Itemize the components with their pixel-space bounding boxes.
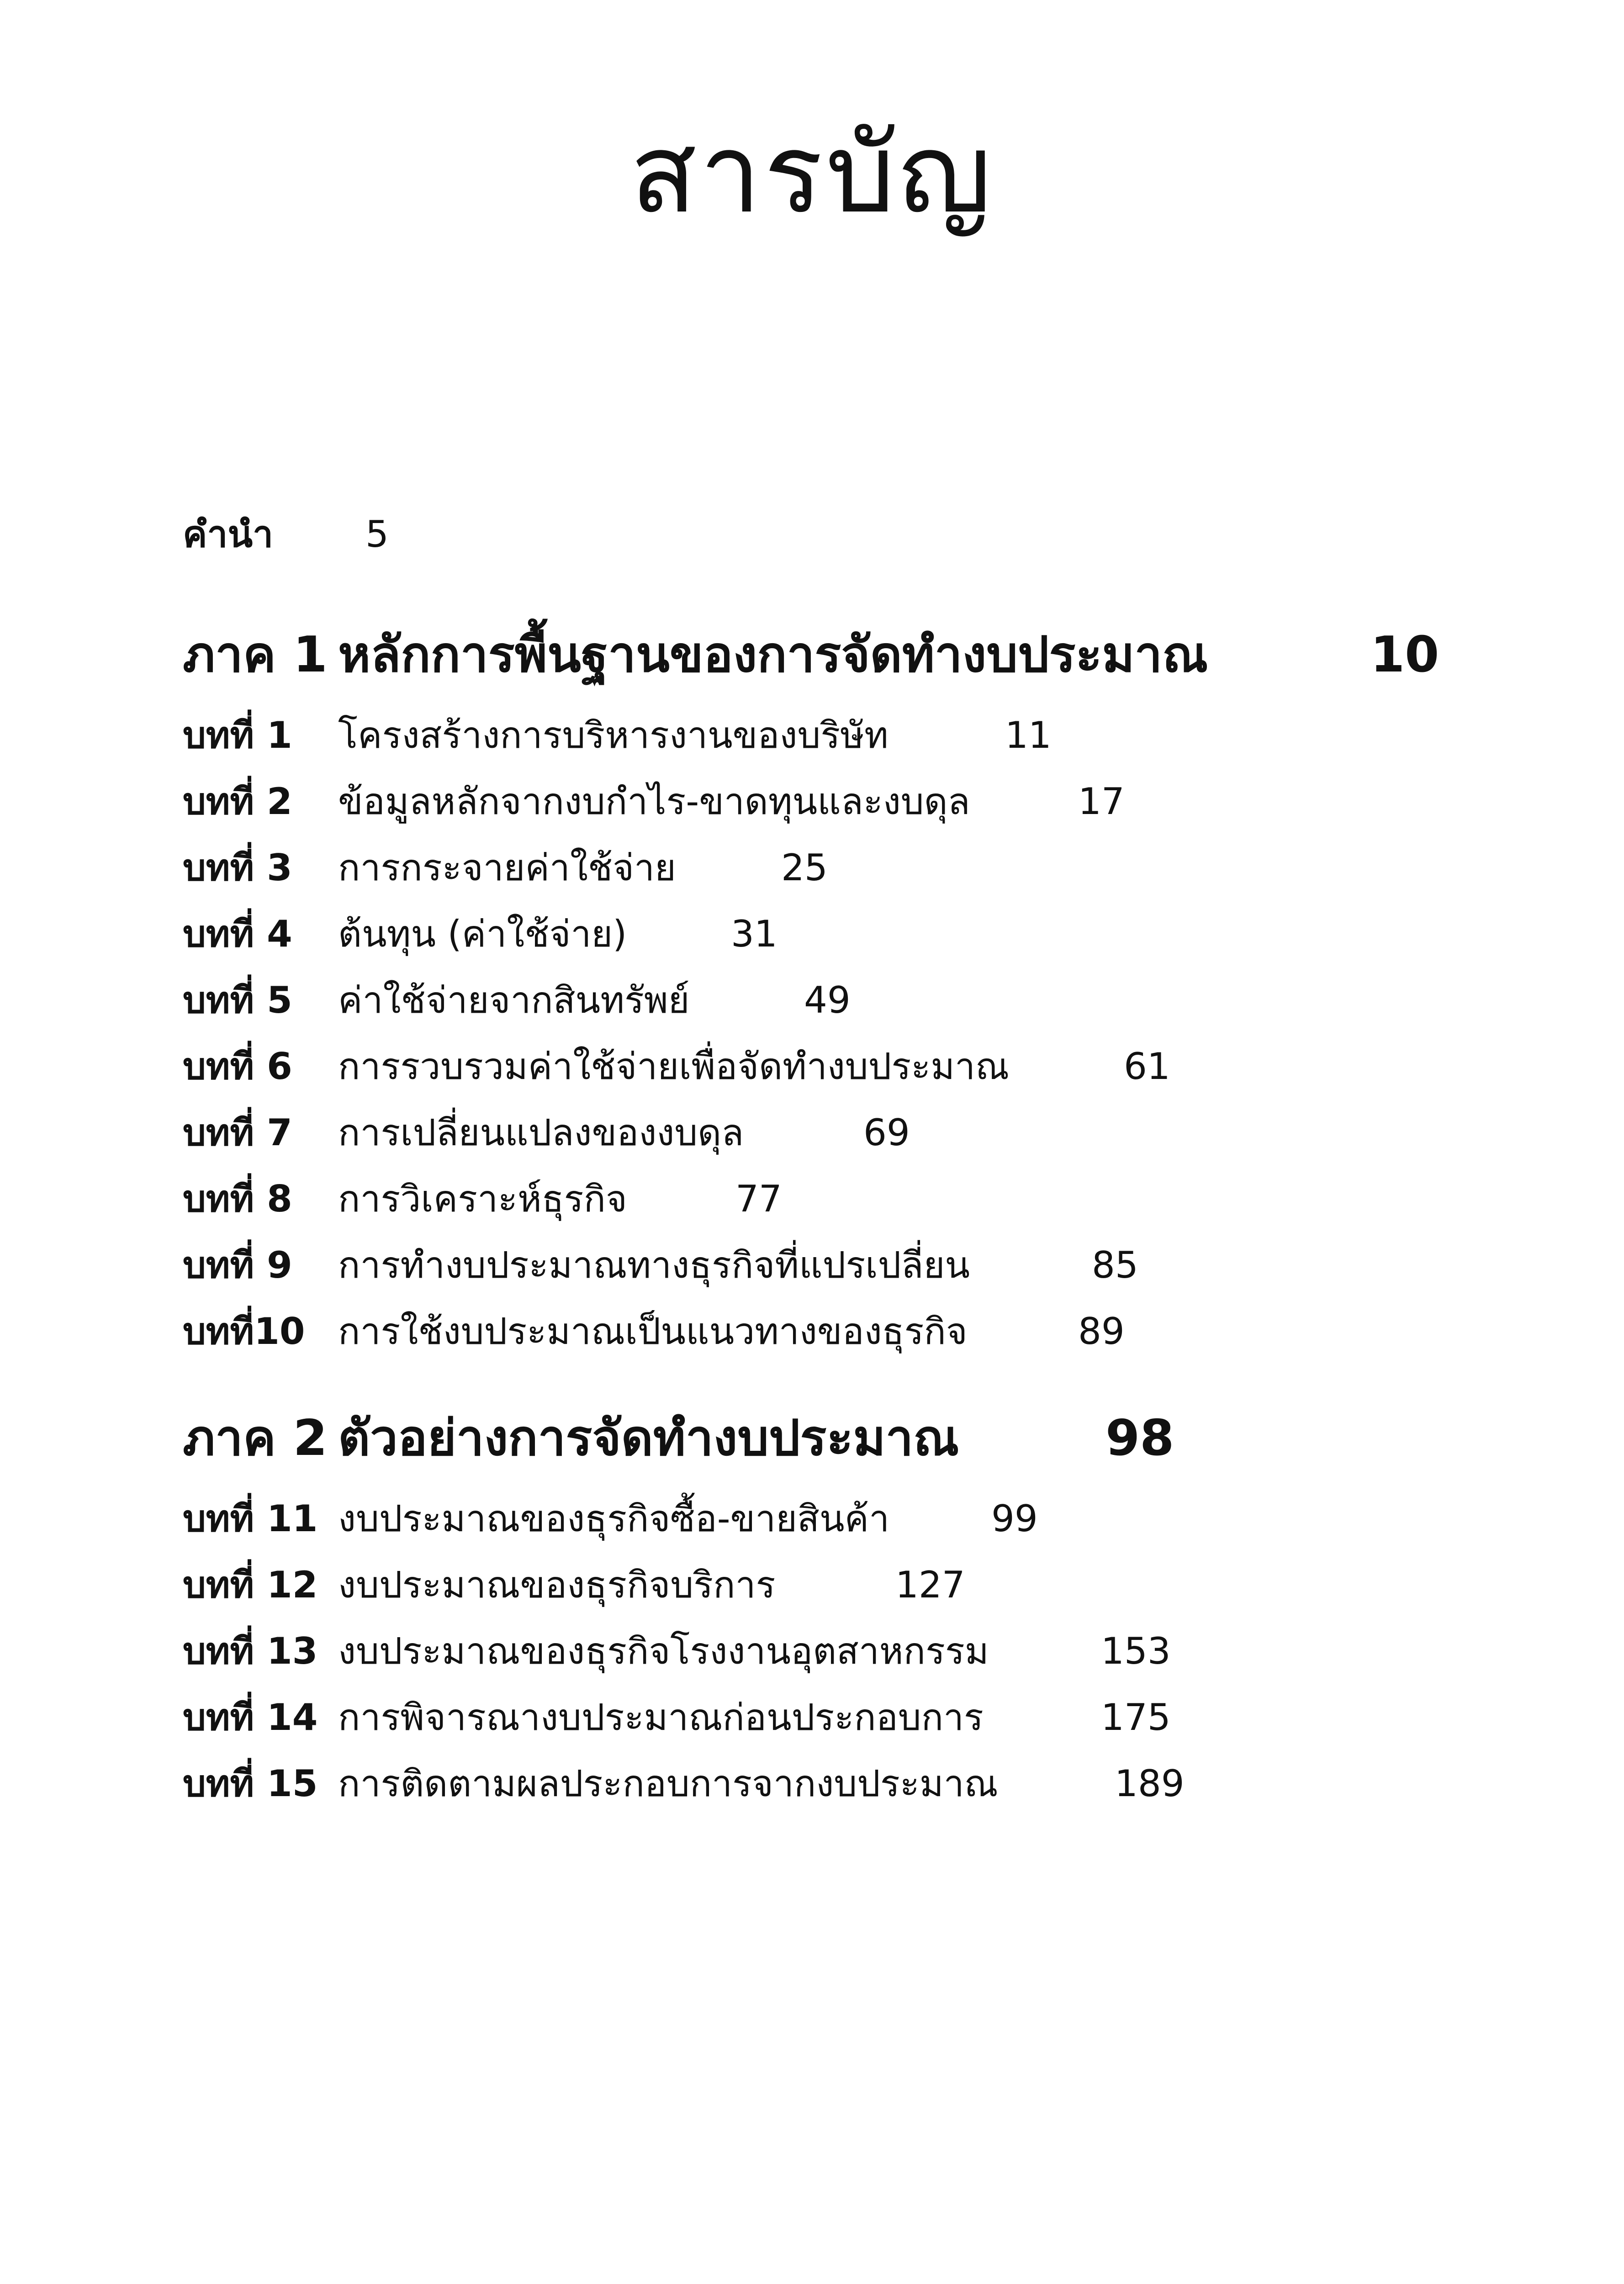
part-name: ตัวอย่างการจัดทำงบประมาณ [338, 1410, 959, 1467]
chapter-label: บทที่ 2 [183, 780, 292, 823]
chapter-page: 77 [735, 1178, 782, 1220]
part-page: 10 [1370, 626, 1439, 683]
chapter-name: การเปลี่ยนแปลงของงบดุล [338, 1111, 744, 1154]
chapter-page: 89 [1078, 1310, 1125, 1353]
toc-chapter-6[interactable] [183, 1045, 1170, 1088]
part-label: ภาค 1 [183, 626, 328, 683]
toc-chapter-11[interactable] [183, 1497, 1038, 1540]
part-label: ภาค 2 [183, 1410, 328, 1467]
chapter-name: งบประมาณของธุรกิจโรงงานอุตสาหกรรม [338, 1630, 989, 1672]
chapter-name: การติดตามผลประกอบการจากงบประมาณ [338, 1762, 998, 1805]
chapter-name: การใช้งบประมาณเป็นแนวทางของธุรกิจ [338, 1310, 968, 1353]
chapter-name: ค่าใช้จ่ายจากสินทรัพย์ [338, 979, 690, 1021]
chapter-name: งบประมาณของธุรกิจซื้อ-ขายสินค้า [338, 1497, 889, 1540]
toc-part-2[interactable] [183, 1410, 1174, 1467]
chapter-label: บทที่10 [183, 1310, 305, 1353]
toc-chapter-2[interactable] [183, 780, 1125, 823]
toc-chapter-15[interactable] [183, 1762, 1185, 1805]
toc-chapter-14[interactable] [183, 1696, 1171, 1739]
chapter-label: บทที่ 14 [183, 1696, 318, 1739]
chapter-label: บทที่ 6 [183, 1045, 292, 1088]
chapter-page: 49 [804, 979, 851, 1021]
toc-chapter-10[interactable] [183, 1310, 1125, 1353]
toc-part-1[interactable] [183, 626, 1439, 683]
chapter-label: บทที่ 9 [183, 1244, 292, 1286]
chapter-page: 99 [991, 1497, 1038, 1540]
chapter-label: บทที่ 4 [183, 913, 292, 955]
toc-chapter-13[interactable] [183, 1630, 1171, 1672]
chapter-page: 25 [781, 846, 828, 889]
chapter-label: บทที่ 5 [183, 979, 292, 1021]
chapter-label: บทที่ 3 [183, 846, 292, 889]
chapter-label: บทที่ 8 [183, 1178, 292, 1220]
chapter-page: 175 [1101, 1696, 1171, 1739]
toc-chapter-7[interactable] [183, 1111, 910, 1154]
chapter-label: บทที่ 11 [183, 1497, 318, 1540]
chapter-page: 85 [1092, 1244, 1138, 1286]
toc-chapter-1[interactable] [183, 714, 1052, 756]
chapter-name: การพิจารณางบประมาณก่อนประกอบการ [338, 1696, 984, 1739]
chapter-name: การกระจายค่าใช้จ่าย [338, 846, 676, 889]
foreword-label: คำนำ [183, 513, 274, 555]
chapter-name: ข้อมูลหลักจากงบกำไร-ขาดทุนและงบดุล [338, 780, 970, 823]
chapter-page: 11 [1005, 714, 1052, 756]
chapter-name: โครงสร้างการบริหารงานของบริษัท [338, 714, 889, 756]
part-page: 98 [1106, 1410, 1174, 1467]
chapter-name: ต้นทุน (ค่าใช้จ่าย) [338, 913, 627, 955]
part-name: หลักการพื้นฐานของการจัดทำงบประมาณ [338, 626, 1208, 683]
toc-chapter-3[interactable] [183, 846, 828, 889]
toc-chapter-9[interactable] [183, 1244, 1138, 1286]
chapter-name: งบประมาณของธุรกิจบริการ [338, 1564, 776, 1606]
toc-chapter-5[interactable] [183, 979, 851, 1021]
chapter-label: บทที่ 13 [183, 1630, 318, 1672]
chapter-label: บทที่ 12 [183, 1564, 318, 1606]
chapter-page: 69 [863, 1111, 910, 1154]
chapter-name: การวิเคราะห์ธุรกิจ [338, 1178, 627, 1220]
toc-foreword[interactable] [183, 513, 389, 555]
chapter-page: 61 [1124, 1045, 1170, 1088]
toc-chapter-12[interactable] [183, 1564, 965, 1606]
chapter-page: 153 [1101, 1630, 1171, 1672]
chapter-name: การทำงบประมาณทางธุรกิจที่แปรเปลี่ยน [338, 1244, 970, 1286]
toc-chapter-8[interactable] [183, 1178, 782, 1220]
chapter-label: บทที่ 7 [183, 1111, 292, 1154]
page-title: สารบัญ [630, 110, 994, 238]
chapter-label: บทที่ 15 [183, 1762, 318, 1805]
chapter-page: 127 [895, 1564, 965, 1606]
chapter-page: 17 [1078, 780, 1125, 823]
chapter-label: บทที่ 1 [183, 714, 292, 756]
chapter-page: 189 [1115, 1762, 1185, 1805]
toc-chapter-4[interactable] [183, 913, 778, 955]
foreword-page: 5 [365, 513, 389, 555]
chapter-page: 31 [731, 913, 778, 955]
chapter-name: การรวบรวมค่าใช้จ่ายเพื่อจัดทำงบประมาณ [338, 1045, 1010, 1088]
